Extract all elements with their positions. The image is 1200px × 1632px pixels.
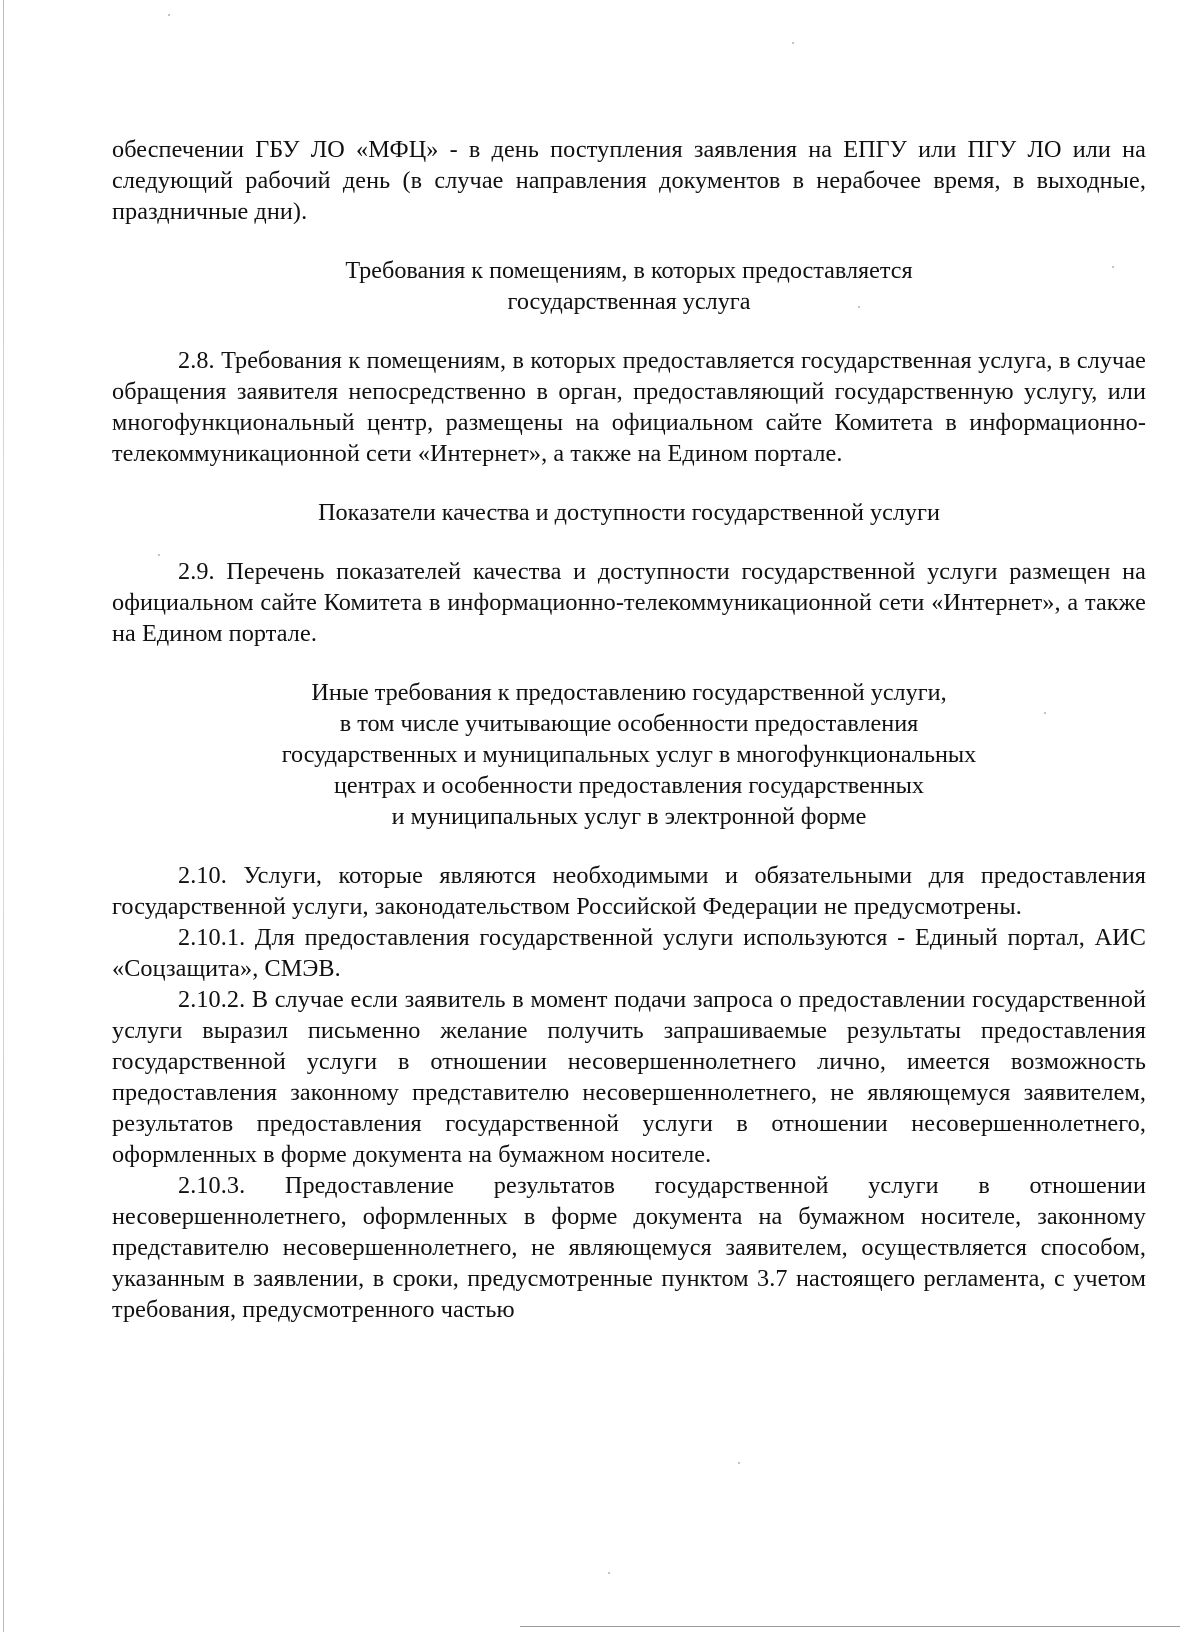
heading-premises-line-2: государственная услуга xyxy=(507,288,751,315)
heading-other-line-3: государственных и муниципальных услуг в многофункциональных xyxy=(281,741,977,768)
heading-other-line-4: центрах и особенности предоставления государственных xyxy=(333,772,925,799)
scan-speck xyxy=(792,42,794,44)
heading-other-requirements xyxy=(112,677,1146,832)
heading-other-line-5: и муниципальных услуг в электронной форме xyxy=(391,803,867,830)
scan-speck xyxy=(738,1462,740,1464)
scan-speck xyxy=(608,1572,610,1574)
heading-quality: Показатели качества и доступности государственной услуги xyxy=(318,499,940,526)
heading-premises xyxy=(112,255,1146,317)
paragraph-2-10-3: 2.10.3. Предоставление результатов государственной услуги в отношении несовершеннолетнего, оформленных в форме документа на бумажном носителе, законному представителю несовершеннолетнего, не являющемуся заявителем, осуществляется способом, указанным в заявлении, в сроки, предусмотренные пунктом 3.7 настоящего регламента, с учетом требования, предусмотренного частью xyxy=(112,1172,1146,1323)
paragraph-2-10: 2.10. Услуги, которые являются необходимыми и обязательными для предоставления государственной услуги, законодательством Российской Федерации не предусмотрены. xyxy=(112,862,1146,920)
heading-other-line-2: в том числе учитывающие особенности предоставления xyxy=(339,710,919,737)
paragraph-2-9: 2.9. Перечень показателей качества и доступности государственной услуги размещен на официальном сайте Комитета в информационно-телекоммуникационной сети «Интернет», а также на Едином портале. xyxy=(112,558,1146,647)
heading-premises-line-1: Требования к помещениям, в которых предоставляется xyxy=(345,257,913,284)
scan-speck xyxy=(168,14,170,16)
paragraph-intro: обеспечении ГБУ ЛО «МФЦ» - в день поступления заявления на ЕПГУ или ПГУ ЛО или на следующий рабочий день (в случае направления документов в нерабочее время, в выходные, праздничные дни). xyxy=(112,136,1146,225)
scan-bottom-line xyxy=(520,1626,1180,1627)
paragraph-2-8: 2.8. Требования к помещениям, в которых предоставляется государственная услуга, в случае обращения заявителя непосредственно в орган, предоставляющий государственную услугу, или многофункциональный центр, размещены на официальном сайте Комитета в информационно-телекоммуникационной сети «Интернет», а также на Едином портале. xyxy=(112,347,1146,467)
document-body xyxy=(112,134,1146,1325)
paragraph-2-10-1: 2.10.1. Для предоставления государственной услуги используются - Единый портал, АИС «Соцзащита», СМЭВ. xyxy=(112,924,1146,982)
scan-edge-line xyxy=(3,0,4,1632)
paragraph-2-10-2: 2.10.2. В случае если заявитель в момент подачи запроса о предоставлении государственной услуги выразил письменно желание получить запрашиваемые результаты предоставления государственной услуги в отношении несовершеннолетнего лично, имеется возможность предоставления законному представителю несовершеннолетнего, не являющемуся заявителем, результатов предоставления государственной услуги в отношении несовершеннолетнего, оформленных в форме документа на бумажном носителе. xyxy=(112,986,1146,1168)
heading-other-line-1: Иные требования к предоставлению государственной услуги, xyxy=(311,679,947,706)
